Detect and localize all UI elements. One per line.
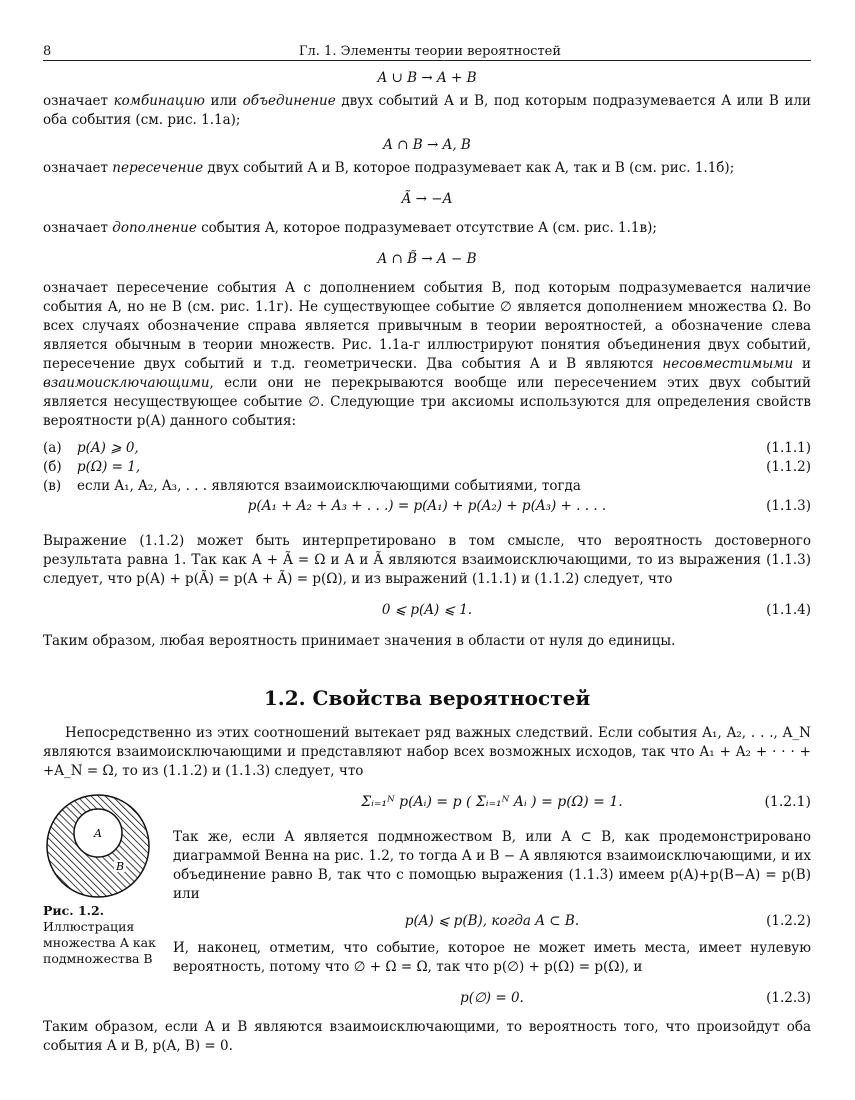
axiom-text: p(Ω) = 1, [77, 459, 141, 475]
equation-number: (1.2.2) [766, 913, 811, 929]
equation-union: A ∪ B → A + B [377, 70, 477, 86]
paragraph-union [43, 92, 811, 130]
paragraph-conclusion: Таким образом, любая вероятность принимает значения в области от нуля до единицы. [43, 633, 676, 649]
label-b: B [116, 860, 125, 873]
axiom-b [43, 458, 811, 477]
equation-1-2-1 [173, 793, 811, 812]
equation-difference: A ∩ B̃ → A − B [377, 251, 477, 267]
text: или [204, 93, 243, 109]
equation-1-1-3 [43, 497, 811, 516]
equation-1-1-4 [43, 601, 811, 620]
emphasis-incompatible: несовместимыми [662, 356, 794, 372]
page-header [43, 38, 811, 61]
equation-number: (1.2.3) [766, 990, 811, 1006]
paragraph-consequences: Непосредственно из этих соотношений вытекает ряд важных следствий. Если события A₁, A₂, . . ., A_N являются взаимоисключающими и представляют набор всех возможных исходов, так что A₁ + A₂ + · · · + +A_N = Ω, то из (1.1.2) и (1.1.3) следует, что [43, 725, 811, 779]
text: двух событий A и B, под которым подразумевается A или B или оба события (см. рис. 1.1а); [43, 93, 812, 128]
equation-body: Σᵢ₌₁ᴺ p(Aᵢ) = p ( Σᵢ₌₁ᴺ Aᵢ ) = p(Ω) = 1. [361, 794, 623, 810]
emphasis-complement: дополнение [112, 220, 197, 236]
axiom-label: (б) [43, 459, 62, 475]
equation-number: (1.1.2) [766, 459, 811, 475]
equation-body: p(∅) = 0. [460, 990, 524, 1006]
axiom-label: (в) [43, 478, 62, 494]
paragraph-subset: Так же, если A является подмножеством B, или A ⊂ B, как продемонстрировано диаграммой Венна на рис. 1.2, то тогда A и B − A являются взаимоисключающими, и их объединение равно B, так что с помощью выражения (1.1.3) имеем p(A)+p(B−A) = p(B) или [173, 829, 811, 902]
caption-label: Рис. 1.2. [43, 903, 105, 918]
text: означает [43, 220, 113, 236]
equation-1-2-3 [173, 989, 811, 1008]
text: означает пересечение события A с дополнением события B, под которым подразумевается наличие события A, но не B (см. рис. 1.1г). Не существующее событие ∅ является дополнением множества Ω. Во всех случаях обозначение справа является привычным в теории вероятностей, а обозначение слева является обычным в теории множеств. Рис. 1.1а-г иллюстрируют понятия объединения двух событий, пересечение двух событий и т.д. геометрически. Два события A и B являются [43, 280, 811, 372]
text: означает [43, 93, 114, 109]
figure-1-2 [43, 793, 163, 967]
running-title: Гл. 1. Элементы теории вероятностей [298, 44, 561, 59]
axiom-text: если A₁, A₂, A₃, . . . являются взаимоисключающими событиями, тогда [77, 478, 581, 494]
axiom-label: (а) [43, 440, 62, 456]
page-number: 8 [43, 44, 52, 59]
label-a: A [94, 827, 102, 840]
equation-number: (1.2.1) [764, 794, 811, 810]
equation-intersection: A ∩ B → A, B [383, 137, 471, 153]
paragraph-intersection [43, 159, 811, 178]
section-title: 1.2. Свойства вероятностей [263, 686, 591, 710]
emphasis-intersection: пересечение [112, 160, 204, 176]
page [43, 38, 811, 1056]
emphasis-mutually-exclusive: взаимоисключающими [43, 375, 210, 391]
axiom-text: p(A) ⩾ 0, [77, 440, 139, 456]
equation-number: (1.1.4) [766, 602, 811, 618]
equation-body: 0 ⩽ p(A) ⩽ 1. [381, 602, 473, 618]
text: означает [43, 160, 113, 176]
paragraph-complement [43, 219, 811, 238]
text: , если они не перекрываются вообще или пересечением этих двух событий является несуществующее событие ∅. Следующие три аксиомы используются для определения свойств вероятности p(A) данного события: [43, 375, 811, 429]
equation-number: (1.1.3) [766, 498, 811, 514]
text: и [793, 356, 811, 372]
emphasis-union: объединение [242, 93, 336, 109]
figure-side-text [173, 793, 811, 1008]
equation-body: p(A) ⩽ p(B), когда A ⊂ B. [404, 913, 580, 929]
equation-1-2-2 [173, 912, 811, 931]
paragraph-final: Таким образом, если A и B являются взаимоисключающими, то вероятность того, что произойдут оба события A и B, p(A, B) = 0. [43, 1019, 811, 1054]
venn-diagram [45, 793, 151, 899]
figure-block [43, 793, 811, 1008]
emphasis-combination: комбинацию [113, 93, 205, 109]
paragraph-difference [43, 279, 811, 431]
equation-body: p(A₁ + A₂ + A₃ + . . .) = p(A₁) + p(A₂) + p(A₃) + . . . . [247, 498, 607, 514]
equation-complement: Ã → −A [401, 191, 453, 207]
text: двух событий A и B, которое подразумевает как A, так и B (см. рис. 1.1б); [203, 160, 735, 176]
caption-text: Иллюстрация множества A как подмножества B [43, 919, 156, 966]
paragraph-interpretation: Выражение (1.1.2) может быть интерпретировано в том смысле, что вероятность достоверного результата равна 1. Так как A + Ã = Ω и A и Ã являются взаимоисключающими, то из выражения (1.1.3) следует, что p(A) + p(Ã) = p(A + Ã) = p(Ω), и из выражений (1.1.1) и (1.1.2) следует, что [43, 533, 811, 587]
equation-number: (1.1.1) [766, 440, 811, 456]
axiom-c [43, 477, 811, 496]
paragraph-null-event: И, наконец, отметим, что событие, которое не может иметь места, имеет нулевую вероятность, потому что ∅ + Ω = Ω, так что p(∅) + p(Ω) = p(Ω), и [173, 940, 811, 975]
axiom-a [43, 439, 811, 458]
figure-caption [43, 903, 163, 967]
text: события A, которое подразумевает отсутствие A (см. рис. 1.1в); [196, 220, 657, 236]
